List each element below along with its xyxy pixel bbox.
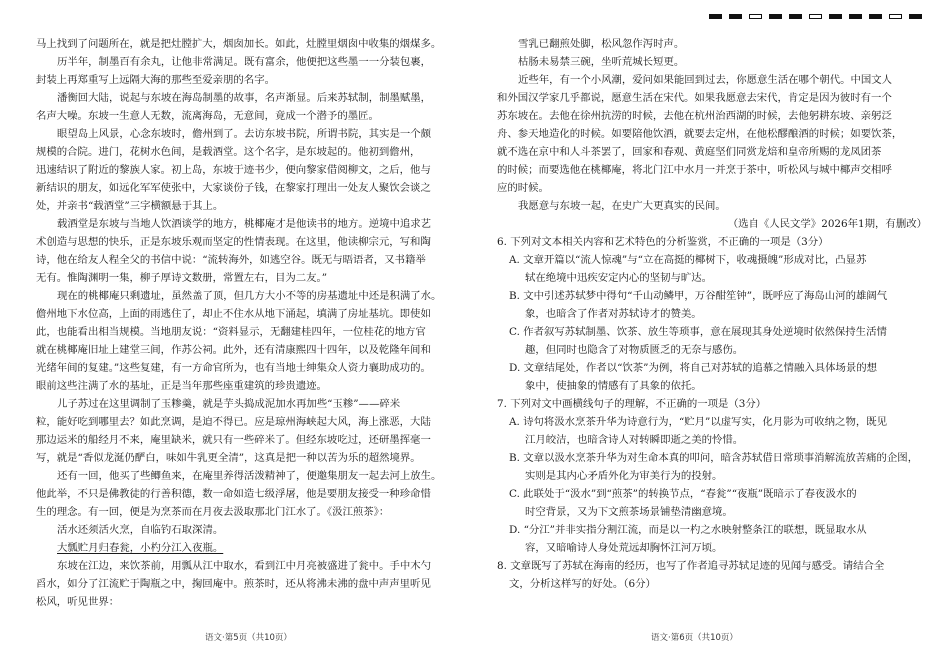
- poem-line: 雪乳已翻煎处脚，松风忽作泻时声。: [518, 38, 685, 50]
- text-line: 儋州地下水位高，上面的雨逃住了，却止不住水从地下涌起，填满了房址基坑。即使如: [36, 308, 431, 320]
- text-line: 载酒堂是东坡与当地人饮酒谈学的地方，桃椰庵才是他读书的地方。逆境中追求艺: [57, 218, 432, 230]
- text-line: 处，并亲书“载酒堂”三字横额悬于其上。: [36, 200, 224, 212]
- text-line: 术创造与思想的快乐，正是东坡乐观而坚定的性情表现。在这里，他读柳宗元，写和陶: [36, 236, 431, 248]
- poem-line: 枯肠未易禁三碗，坐听荒城长短更。: [518, 56, 685, 68]
- text-line: 生的理念。有一回，便是为烹茶而在月夜去汲取那北门江水了。《汲江煎茶》：: [36, 506, 390, 518]
- text-line: 眼望岛上风景，心念东坡时，儋州到了。去访东坡书院，所谓书院，其实是一个颇: [57, 128, 432, 140]
- text-line: 舀水，如分了江流贮于陶瓶之中，掬回庵中。煎茶时，还从将沸未沸的盘中声声里听见: [36, 578, 431, 590]
- option-line: D. 文章结尾处，作者以“饮茶”为例，将自己对苏轼的追慕之情融入具体场景的想: [509, 362, 878, 374]
- text-line: 和外国汉学家几乎都说，愿意生活在宋代。如果我愿意去宋代，肯定是因为彼时有一个: [497, 92, 892, 104]
- text-line: 写，就是“香似龙涎仍酽白，味如牛乳更全清”，这真是把一种以苦为乐的超然境界。: [36, 452, 421, 464]
- poem-line: 活水还须活火烹，自临钓石取深清。: [57, 524, 224, 536]
- question-6: 6. 下列对文本相关内容和艺术特色的分析鉴赏，不正确的一项是（3分）: [497, 236, 829, 248]
- text-line: 光绪年间的复建。”这些复建，有一方命官所为，也有当地士绅集众人资力襄助成功的。: [36, 362, 431, 374]
- page-footer-left: 语文·第5页（共10页）: [205, 633, 292, 643]
- text-line: 他此举，不只是佛教徒的行善积德，数一命如造七级浮屠，他是要朋友接受一种珍命惜: [36, 488, 431, 500]
- text-line: 眼前这些注满了水的基址，正是当年那些座重建筑的珍贵遗迹。: [36, 380, 327, 392]
- text-line: 舟、参天地造化的时候。如要陪他饮酒，就要去定州，在他松醪酿酒的时候；如要饮茶，: [497, 128, 903, 140]
- text-line: 东坡在江边，来饮茶前，用瓢从江中取水，看到江中月亮被盛进了瓮中。手中木勺: [57, 560, 432, 572]
- option-line: B. 文中引述苏轼梦中得句“千山动鳞甲，万谷酣笙钟”，既呼应了海岛山河的雄阔气: [509, 290, 888, 302]
- text-line: 无有。惟陶渊明一集，柳子厚诗文数册，常置左右，目为二友。”: [36, 272, 328, 284]
- text-line: 名声大噪。东坡一生意人无数，流离海岛，无意间，竟成一个潜予的墨匠。: [36, 110, 379, 122]
- option-line: D. “分江”并非实指分割江流，而是以一杓之水映射整条江的联想，既显取水从: [509, 524, 867, 536]
- option-line: 实则是其内心矛盾外化为审美行为的投射。: [525, 470, 723, 482]
- text-line: 近些年，有一个小风潮，爱问如果能回到过去，你愿意生活在哪个朝代。中国文人: [518, 74, 893, 86]
- option-line: C. 此联处于“汲水”到“煎茶”的转换节点，“春瓮”“夜瓶”既暗示了春夜汲水的: [509, 488, 857, 500]
- text-line: 的时候；而要选他在桃椰庵，将北门江中水月一并烹于茶中，听松风与城中椰声交相呼: [497, 164, 892, 176]
- option-line: 江月皎洁，也暗含诗人对转瞬即逝之美的怜惜。: [525, 434, 744, 446]
- text-line: 就不选在京中和人斗茶罢了，回家和春观、黄庭坚们同赏龙焙和皇帝所赐的龙凤团茶: [497, 146, 882, 158]
- option-line: A. 诗句将汲水烹茶升华为诗意行为，“贮月”以虚写实，化月影为可收纳之物，既见: [509, 416, 888, 428]
- text-line: 粒，能好吃到哪里去？如此烹调，是迫不得已。应是琼州海峡起大风，海上涨恶，大陆: [36, 416, 431, 428]
- text-line: 此，也能看出相当规模。当地朋友说：“资料显示，无翻建桂四年，一位桂花的地方官: [36, 326, 426, 338]
- text-line: 潘衡回大陆，说起与东坡在海岛制墨的故事，名声渐显。后来苏轼制，制墨赋墨，: [57, 92, 432, 104]
- left-page: [36, 0, 466, 654]
- text-line: 马上找到了问题所在，就是把灶膛扩大，烟囱加长。如此，灶膛里烟囱中收集的烟煤多。: [36, 38, 442, 50]
- text-line: 我愿意与东坡一起，在史广大更真实的民间。: [518, 200, 726, 212]
- text-line: 还有一回，他买了些鲫鱼来，在庵里养得活泼精神了，便邀集朋友一起去河上放生。: [57, 470, 442, 482]
- text-line: 诗，他在给友人程全父的书信中说：“流转海外，如逃空谷。既无与晤语者，又书籍举: [36, 254, 426, 266]
- option-line: 时空背景，又为下文煎茶场景铺垫清幽意境。: [525, 506, 733, 518]
- text-line: 苏东坡在。去他在徐州抗涝的时候，去他在杭州治西湖的时候，去他躬耕东坡、亲躬泛: [497, 110, 892, 122]
- option-line: 趣，但同时也隐含了对物质匮乏的无奈与感伤。: [525, 344, 744, 356]
- text-line: 规模的合院。进门，花树水色间，是载酒堂。这个名字，是东坡起的。他初到儋州，: [36, 146, 421, 158]
- option-line: 象中，使抽象的情感有了具象的依托。: [525, 380, 702, 392]
- underlined-poem-line: 大瓢贮月归春瓮，小杓分江入夜瓶。: [57, 542, 224, 554]
- text-line: 应的时候。: [497, 182, 549, 194]
- source-citation: （选自《人民文学》2026年1期，有删改）: [727, 218, 927, 230]
- text-line: 就在桃椰庵旧址上建堂三间，作苏公祠。此外，还有清康熙四十四年，以及乾隆年间和: [36, 344, 431, 356]
- text-line: 松风，听见世界：: [36, 596, 120, 608]
- text-line: 那边运米的船经月不来，庵里缺米，就只有一些碎米了。但经东坡吃过，还研墨挥毫一: [36, 434, 431, 446]
- text-line: 历半年，制墨百有余丸，让他非常满足。既有富余，他便把这些墨一一分装包裹，: [57, 56, 432, 68]
- option-line: C. 作者叙写苏轼制墨、饮茶、放生等琐事，意在展现其身处逆境时依然保持生活情: [509, 326, 887, 338]
- question-8: 8. 文章既写了苏轼在海南的经历，也写了作者追寻苏轼足迹的见闻与感受。请结合全: [497, 560, 885, 572]
- question-8-cont: 文，分析这样写的好处。（6分）: [509, 578, 656, 590]
- option-line: B. 文章以汲水烹茶升华为对生命本真的叩问，暗含苏轼借日常琐事消解流放苦痛的企图，: [509, 452, 919, 464]
- text-line: 迅速结识了附近的黎族人家。初上岛，东坡于迹书少，便向黎家借阅柳文，之后，他与: [36, 164, 431, 176]
- question-7: 7. 下列对文中画横线句子的理解，不正确的一项是（3分）: [497, 398, 767, 410]
- option-line: 象，也暗含了作者对苏轼诗才的赞美。: [525, 308, 702, 320]
- right-page: [497, 0, 927, 654]
- option-line: 轼在绝境中迅疾安定内心的坚韧与旷达。: [525, 272, 713, 284]
- option-line: 容，又暗喻诗人身处荒远却胸怀江河万顷。: [525, 542, 723, 554]
- page-footer-right: 语文·第6页（共10页）: [651, 633, 738, 643]
- text-line: 封装上再郑重写上远隔大海的那些至爱亲朋的名字。: [36, 74, 275, 86]
- text-line: 现在的桃椰庵只剩遗址，虽然盖了顶，但几方大小不等的房基遗址中还是积满了水。: [57, 290, 442, 302]
- text-line: 儿子苏过在这里调制了玉糁羹，就是芋头捣成泥加水再加些“玉糁”——碎米: [57, 398, 401, 410]
- text-line: 新结识的朋友，如远化军军使张中，大家谈份子钱，在黎家打理出一处友人聚饮会谈之: [36, 182, 431, 194]
- option-line: A. 文章开篇以“流人惊魂”与“立在高挺的椰树下，收魂摄魄”形成对比，凸显苏: [509, 254, 867, 266]
